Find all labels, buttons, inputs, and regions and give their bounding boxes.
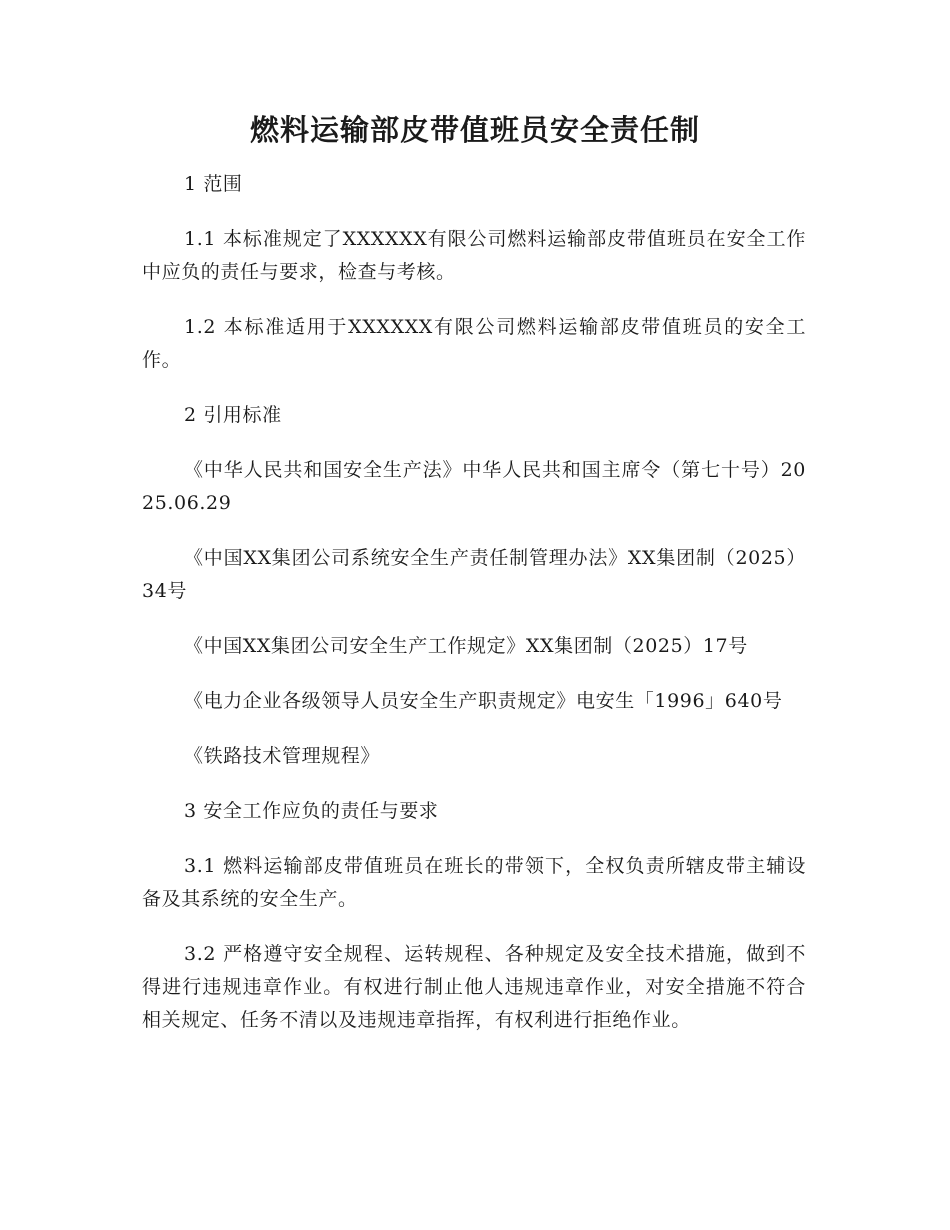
document-title: 燃料运输部皮带值班员安全责任制 bbox=[249, 113, 700, 147]
reference-item: 《中华人民共和国安全生产法》中华人民共和国主席令（第七十号）2025.06.29 bbox=[142, 459, 806, 514]
section-heading-responsibilities: 3 安全工作应负的责任与要求 bbox=[184, 800, 439, 822]
reference-item: 《铁路技术管理规程》 bbox=[184, 745, 381, 767]
reference-item: 《中国XX集团公司系统安全生产责任制管理办法》XX集团制（2025）34号 bbox=[142, 547, 806, 602]
document-body bbox=[142, 168, 806, 1059]
reference-item: 《电力企业各级领导人员安全生产职责规定》电安生「1996」640号 bbox=[184, 690, 783, 712]
paragraph-1-2: 1.2 本标准适用于XXXXXX有限公司燃料运输部皮带值班员的安全工作。 bbox=[142, 316, 806, 371]
paragraph-1-1: 1.1 本标准规定了XXXXXX有限公司燃料运输部皮带值班员在安全工作中应负的责任与要求，检查与考核。 bbox=[142, 228, 806, 283]
paragraph-3-2: 3.2 严格遵守安全规程、运转规程、各种规定及安全技术措施，做到不得进行违规违章作业。有权进行制止他人违规违章作业，对安全措施不符合相关规定、任务不清以及违规违章指挥，有权利进行拒绝作业。 bbox=[142, 943, 806, 1031]
reference-item: 《中国XX集团公司安全生产工作规定》XX集团制（2025）17号 bbox=[184, 635, 748, 657]
section-heading-references: 2 引用标准 bbox=[184, 404, 282, 426]
section-heading-scope: 1 范围 bbox=[184, 173, 243, 195]
paragraph-3-1: 3.1 燃料运输部皮带值班员在班长的带领下，全权负责所辖皮带主辅设备及其系统的安全生产。 bbox=[142, 855, 806, 910]
